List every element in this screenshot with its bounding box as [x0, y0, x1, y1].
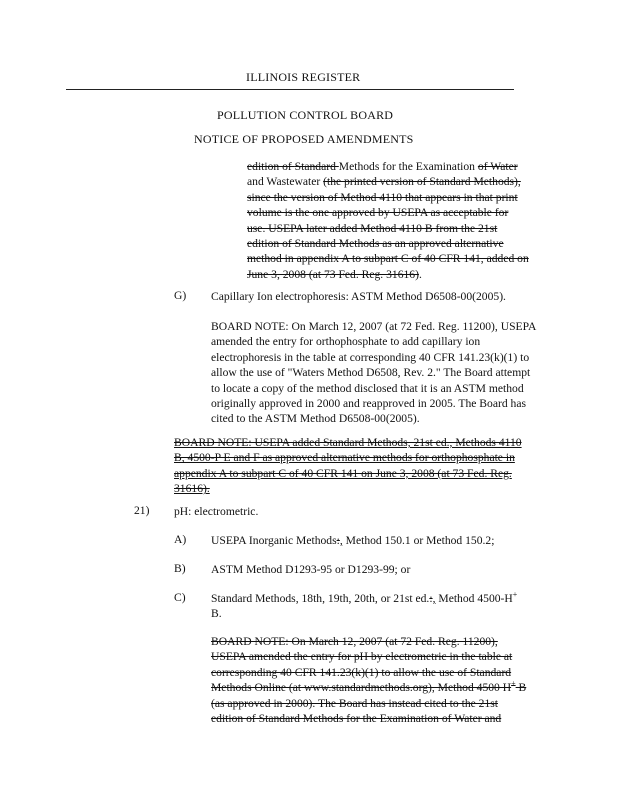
- item-a-part-2: :: [336, 534, 340, 547]
- register-title: ILLINOIS REGISTER: [246, 70, 361, 84]
- item-b-label: B): [174, 562, 186, 575]
- board-note-3: [211, 634, 529, 726]
- item-a-part-4: Method 150.1 or Method 150.2;: [342, 534, 495, 547]
- board-note-3-part-2: B (as approved in 2000). The Board has instead cited to the 21st edition of Standard Methods for the Examination of Water and: [211, 681, 527, 726]
- top-text-4: of Water: [477, 160, 518, 173]
- board-note-3-part-1: BOARD NOTE: On March 12, 2007 (at 72 Fed. Reg. 11200), USEPA amended the entry for pH by electrometric in the table at corresponding 40 CFR 141.23(k)(1) to allow the use of Standard Methods Online (at www.standardmethods.org), Method 4500 H: [211, 635, 513, 695]
- item-c-part-4: Method 4500-H: [435, 592, 513, 605]
- notice-title: NOTICE OF PROPOSED AMENDMENTS: [194, 132, 414, 146]
- top-text-5: and Wastewater: [247, 175, 324, 189]
- top-text-7: since the version of Method 4110 that appears in that print volume is the one approved by USEPA as acceptable for use. USEPA later added Method 4110 B from the 21st edition of Standard Methods as an approved alternative method in appendix A to subpart C of 40 CFR 141, added on June 3, 2008 (at 73 Fed. Reg. 31616): [247, 190, 529, 281]
- top-text-8: .: [418, 267, 422, 281]
- item-21-text: pH: electrometric.: [174, 505, 259, 518]
- board-note-1: BOARD NOTE: On March 12, 2007 (at 72 Fed. Reg. 11200), USEPA amended the entry for orthophosphate to add capillary ion electrophoresis in the table at corresponding 40 CFR 141.23(k)(1) to allow the use of "Waters Method D6508, Rev. 2." The Board attempt to locate a copy of the method disclosed that it is an ASTM method originally approved in 2000 and reapproved in 2005. The Board has cited to the ASTM Method D6508-00(2005).: [211, 320, 536, 426]
- item-a-text: [211, 533, 531, 548]
- item-c-text: [211, 591, 536, 622]
- item-21-label: 21): [134, 504, 150, 517]
- board-title: POLLUTION CONTROL BOARD: [217, 108, 394, 122]
- item-c-part-3: ,: [432, 592, 436, 605]
- item-c-part-1: Standard Methods, 18th, 19th, 20th, or 21st ed.: [211, 592, 430, 605]
- item-a-label: A): [174, 533, 187, 546]
- top-text-1: edition of: [247, 160, 295, 173]
- top-text-3: Methods for the Examination: [338, 160, 478, 173]
- item-c-part-5: B.: [211, 607, 222, 621]
- top-text-2: Standard: [294, 160, 339, 173]
- top-text-6: (the printed version of Standard Methods),: [323, 175, 521, 189]
- item-c-label: C): [174, 591, 186, 604]
- top-paragraph: [247, 159, 529, 282]
- item-a-part-1: USEPA Inorganic Methods: [211, 534, 337, 547]
- item-c-superscript: +: [512, 590, 518, 600]
- item-b-text: ASTM Method D1293-95 or D1293-99; or: [211, 563, 411, 576]
- board-note-3-superscript: +: [511, 679, 516, 689]
- item-a-part-3: ,: [339, 534, 343, 547]
- item-g-label: G): [174, 289, 187, 302]
- item-g-text: Capillary Ion electrophoresis: ASTM Method D6508-00(2005).: [211, 290, 506, 303]
- board-note-2: BOARD NOTE: USEPA added Standard Methods, 21st ed., Methods 4110 B, 4500-P E and F as approved alternative methods for orthophosphate in appendix A to subpart C of 40 CFR 141 on June 3, 2008 (at 73 Fed. Reg. 31616).: [174, 436, 522, 496]
- item-c-part-2: :: [429, 592, 433, 605]
- header-rule: [66, 89, 514, 90]
